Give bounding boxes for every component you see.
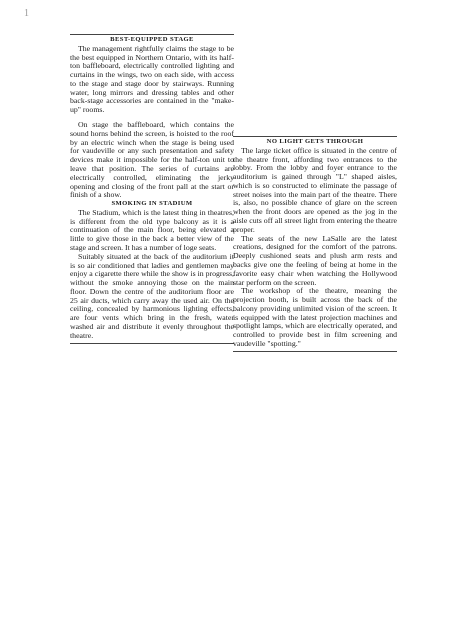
top-rule [233, 136, 397, 137]
paragraph-baffleboard: On stage the baffleboard, which contains the sound horns behind the screen, is hoisted to the roof by an electric winch when the stage is being used for vaudeville or any such presentation and safety devices make it impossible for the half-ton unit to leave that position. The series of curtains are electrically controlled, eliminating the jerky opening and closing of the front pall at the start or finish of a show. [70, 120, 234, 200]
bottom-rule [233, 351, 397, 352]
paragraph-stadium: The Stadium, which is the latest thing in theatres, is different from the old type balcony as it is a continuation of the main floor, being elevated a little to give those in the back a better view of the stage and screen. It has a number of loge seats. [70, 207, 234, 252]
corner-mark: 1 [24, 8, 29, 19]
paragraph-projection-booth: The workshop of the theatre, meaning the projection booth, is built across the back of the balcony providing unlimited vision of the screen. It is equipped with the latest projection machines and spotlight lamps, which are electrically operated, and controlled to provide best in film screening and vaudeville "spotting." [233, 286, 397, 348]
paragraph-seats: The seats of the new LaSalle are the latest creations, designed for the comfort of the patrons. Deeply cushioned seats and plush arm rests and backs give one the feeling of being at home in the favorite easy chair when watching the Hollywood star perform on the screen. [233, 233, 397, 287]
right-article-column [233, 136, 397, 352]
heading-no-light-gets-through: NO LIGHT GETS THROUGH [266, 138, 364, 145]
paragraph-stage-equipment: The management rightfully claims the stage to be the best equipped in Northern Ontario, with its half-ton baffleboard, electrically controlled lighting and curtains in the wings, two on each side, with access to the stage and stage door by stairways. Running water, long mirrors and dressing tables and other back-stage accessories are contained in the "make-up" rooms. [70, 43, 234, 115]
heading-best-equipped-stage: BEST-EQUIPPED STAGE [110, 36, 194, 43]
heading-smoking-in-stadium: SMOKING IN STADIUM [111, 200, 193, 208]
bottom-rule [70, 343, 234, 344]
paragraph-ticket-office: The large ticket office is situated in the centre of the theatre front, affording two entrances to the lobby. From the lobby and foyer entrance to the auditorium is gained through "L" shaped aisles, which is so constructed to eliminate the passage of street noises into the main part of the theatre. There is, also, no possible chance of glare on the screen when the front doors are opened as the jog in the aisle cuts off all street light from entering the theatre proper. [233, 145, 397, 234]
paragraph-air-conditioning: Suitably situated at the back of the auditorium it is so air conditioned that ladies and gentlemen may enjoy a cigarette there while the show is in progress, without the smoke annoying those on the main floor. Down the centre of the auditorium floor are 25 air ducts, which carry away the used air. On the ceiling, concealed by harmonious lighting effects, are four vents which bring in the fresh, water washed air and distribute it evenly throughout the theatre. [70, 251, 234, 340]
top-rule [70, 34, 234, 35]
left-article-column [70, 34, 234, 344]
